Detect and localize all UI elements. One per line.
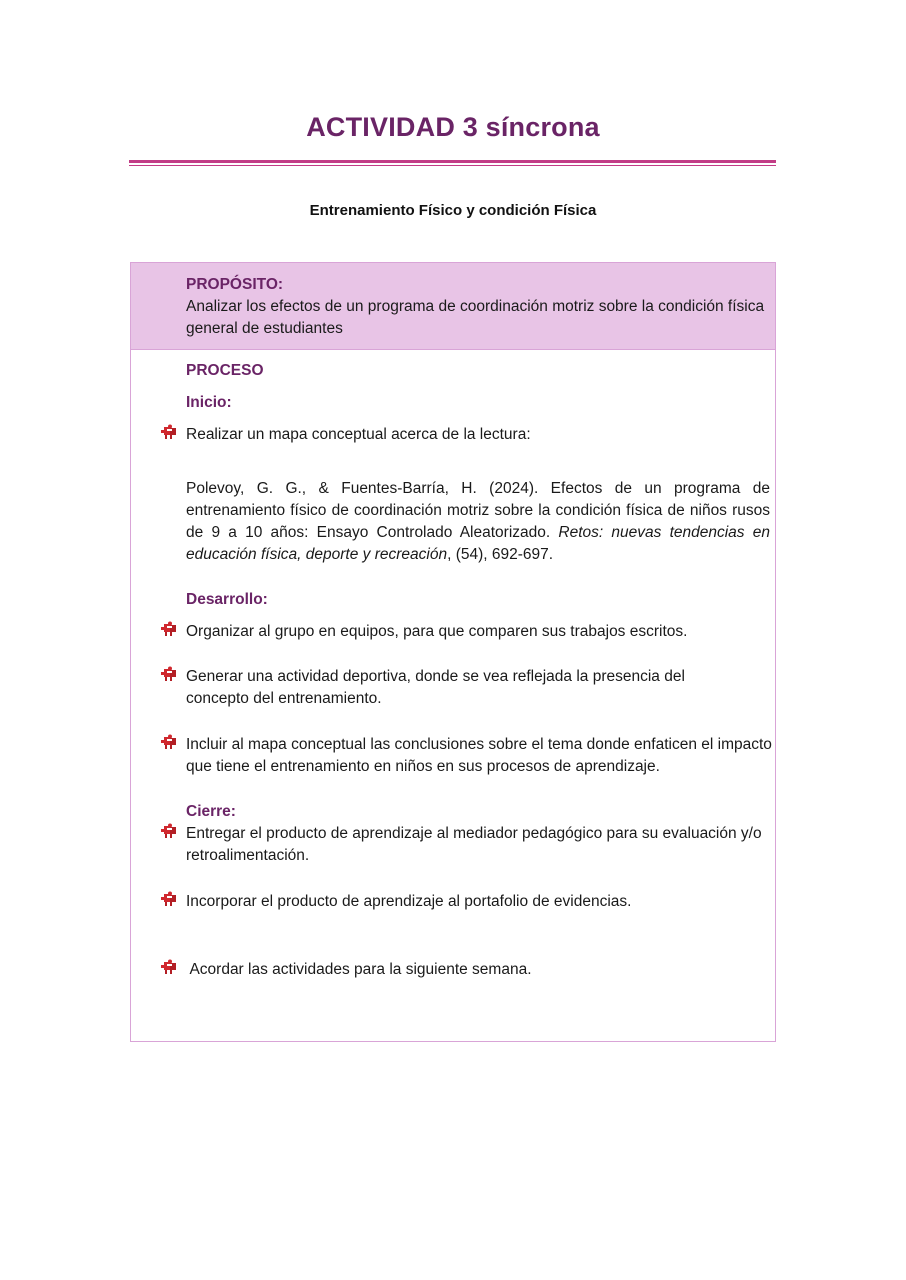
reference-journal: Retos: nuevas tendencias en educación física, deporte y recreación [186, 524, 770, 563]
red-figure-bullet-icon [160, 891, 178, 907]
reference-authors-title: Polevoy, G. G., & Fuentes-Barría, H. (2024). Efectos de un programa de entrenamiento físico de coordinación motriz sobre la condición física de niños rusos de 9 a 10 años: Ensayo Controlado Aleatorizado. [186, 480, 770, 541]
reference-volume-pages: , (54), 692-697. [447, 546, 554, 563]
inicio-item: Realizar un mapa conceptual acerca de la lectura: [186, 426, 531, 443]
process-heading: PROCESO [186, 362, 264, 379]
cierre-item: Entregar el producto de aprendizaje al mediador pedagógico para su evaluación y/o retroalimentación. [186, 825, 762, 864]
desarrollo-item: Incluir al mapa conceptual las conclusiones sobre el tema donde enfaticen el impacto que tiene el entrenamiento en niños en sus procesos de aprendizaje. [186, 736, 772, 775]
activity-box [130, 262, 776, 1042]
desarrollo-item: Organizar al grupo en equipos, para que comparen sus trabajos escritos. [186, 623, 688, 640]
purpose-section [131, 263, 775, 350]
desarrollo-heading: Desarrollo: [186, 591, 268, 608]
page-subtitle: Entrenamiento Físico y condición Física [309, 202, 597, 219]
red-figure-bullet-icon [160, 734, 178, 750]
red-figure-bullet-icon [160, 666, 178, 682]
page-title: ACTIVIDAD 3 síncrona [306, 112, 600, 142]
red-figure-bullet-icon [160, 959, 178, 975]
reference-citation [186, 478, 770, 566]
cierre-heading: Cierre: [186, 803, 236, 820]
cierre-item: Acordar las actividades para la siguiente semana. [186, 961, 532, 978]
desarrollo-item: Generar una actividad deportiva, donde se vea reflejada la presencia del concepto del entrenamiento. [186, 668, 685, 707]
red-figure-bullet-icon [160, 424, 178, 440]
purpose-heading: PROPÓSITO: [186, 276, 284, 293]
title-divider-thin [129, 165, 776, 166]
red-figure-bullet-icon [160, 621, 178, 637]
purpose-text: Analizar los efectos de un programa de coordinación motriz sobre la condición física general de estudiantes [186, 298, 765, 337]
cierre-item: Incorporar el producto de aprendizaje al portafolio de evidencias. [186, 893, 632, 910]
red-figure-bullet-icon [160, 823, 178, 839]
inicio-heading: Inicio: [186, 394, 232, 411]
title-divider-thick [129, 160, 776, 163]
